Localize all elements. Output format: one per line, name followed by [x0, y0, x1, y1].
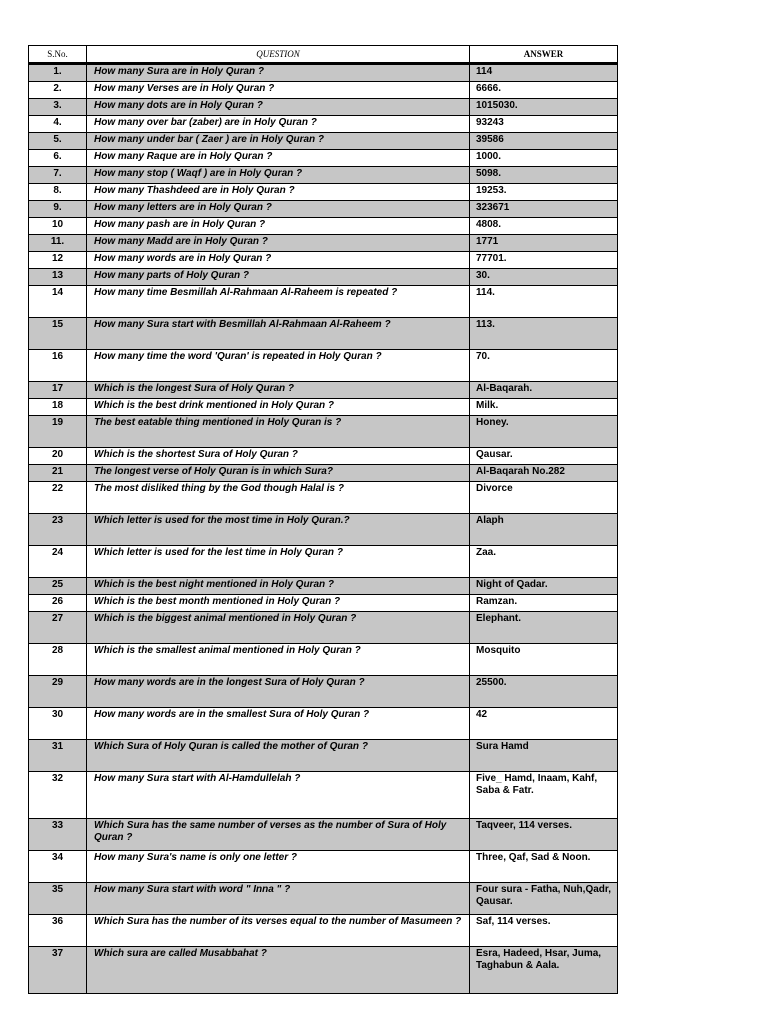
- table-row: [29, 465, 618, 482]
- table-row: [29, 482, 618, 514]
- row-question: How many Madd are in Holy Quran ?: [87, 235, 470, 252]
- row-question: Which is the biggest animal mentioned in Holy Quran ?: [87, 612, 470, 644]
- row-question: How many Raque are in Holy Quran ?: [87, 150, 470, 167]
- row-number: 27: [29, 612, 87, 644]
- row-number: 18: [29, 399, 87, 416]
- table-row: [29, 150, 618, 167]
- row-question: Which is the longest Sura of Holy Quran ?: [87, 382, 470, 399]
- row-answer: 1000.: [470, 150, 618, 167]
- row-number: 17: [29, 382, 87, 399]
- row-number: 1.: [29, 64, 87, 82]
- row-number: 30: [29, 708, 87, 740]
- table-row: [29, 286, 618, 318]
- row-question: How many pash are in Holy Quran ?: [87, 218, 470, 235]
- row-question: Which is the smallest animal mentioned in Holy Quran ?: [87, 644, 470, 676]
- table-row: [29, 546, 618, 578]
- quran-quiz-table: [28, 45, 618, 994]
- row-answer: Divorce: [470, 482, 618, 514]
- table-row: [29, 578, 618, 595]
- row-answer: Sura Hamd: [470, 740, 618, 772]
- table-row: [29, 201, 618, 218]
- table-row: [29, 64, 618, 82]
- row-number: 22: [29, 482, 87, 514]
- row-number: 32: [29, 772, 87, 819]
- table-row: [29, 740, 618, 772]
- table-row: [29, 167, 618, 184]
- table-row: [29, 116, 618, 133]
- header-question: QUESTION: [87, 46, 470, 64]
- table-row: [29, 514, 618, 546]
- table-row: [29, 883, 618, 915]
- row-question: How many words are in the longest Sura of Holy Quran ?: [87, 676, 470, 708]
- table-row: [29, 82, 618, 99]
- row-question: Which is the best night mentioned in Holy Quran ?: [87, 578, 470, 595]
- row-number: 35: [29, 883, 87, 915]
- row-question: Which letter is used for the most time in Holy Quran.?: [87, 514, 470, 546]
- row-answer: Esra, Hadeed, Hsar, Juma, Taghabun & Aala.: [470, 947, 618, 994]
- row-question: How many Sura start with word " Inna " ?: [87, 883, 470, 915]
- row-question: How many stop ( Waqf ) are in Holy Quran ?: [87, 167, 470, 184]
- row-answer: 1015030.: [470, 99, 618, 116]
- row-answer: Qausar.: [470, 448, 618, 465]
- table-row: [29, 676, 618, 708]
- row-number: 24: [29, 546, 87, 578]
- row-answer: 39586: [470, 133, 618, 150]
- row-number: 13: [29, 269, 87, 286]
- row-question: How many Sura start with Besmillah Al-Rahmaan Al-Raheem ?: [87, 318, 470, 350]
- table-row: [29, 382, 618, 399]
- row-answer: Four sura - Fatha, Nuh,Qadr, Qausar.: [470, 883, 618, 915]
- row-question: How many under bar ( Zaer ) are in Holy Quran ?: [87, 133, 470, 150]
- table-row: [29, 772, 618, 819]
- row-number: 7.: [29, 167, 87, 184]
- row-question: How many time the word 'Quran' is repeated in Holy Quran ?: [87, 350, 470, 382]
- row-question: How many Sura's name is only one letter ?: [87, 851, 470, 883]
- table-row: [29, 915, 618, 947]
- row-answer: Mosquito: [470, 644, 618, 676]
- row-number: 20: [29, 448, 87, 465]
- row-number: 31: [29, 740, 87, 772]
- table-row: [29, 644, 618, 676]
- row-question: Which Sura of Holy Quran is called the mother of Quran ?: [87, 740, 470, 772]
- header-answer: ANSWER: [470, 46, 618, 64]
- row-number: 29: [29, 676, 87, 708]
- header-sno: S.No.: [29, 46, 87, 64]
- row-number: 23: [29, 514, 87, 546]
- row-number: 37: [29, 947, 87, 994]
- row-number: 11.: [29, 235, 87, 252]
- row-number: 21: [29, 465, 87, 482]
- table-row: [29, 318, 618, 350]
- row-question: How many dots are in Holy Quran ?: [87, 99, 470, 116]
- row-number: 12: [29, 252, 87, 269]
- row-question: How many letters are in Holy Quran ?: [87, 201, 470, 218]
- row-question: Which is the best month mentioned in Holy Quran ?: [87, 595, 470, 612]
- row-number: 19: [29, 416, 87, 448]
- row-answer: 114: [470, 64, 618, 82]
- row-answer: 323671: [470, 201, 618, 218]
- row-answer: Al-Baqarah No.282: [470, 465, 618, 482]
- row-answer: Saf, 114 verses.: [470, 915, 618, 947]
- row-number: 28: [29, 644, 87, 676]
- row-answer: Alaph: [470, 514, 618, 546]
- row-question: Which Sura has the same number of verses as the number of Sura of Holy Quran ?: [87, 819, 470, 851]
- row-number: 4.: [29, 116, 87, 133]
- table-row: [29, 947, 618, 994]
- row-question: The longest verse of Holy Quran is in which Sura?: [87, 465, 470, 482]
- row-answer: 42: [470, 708, 618, 740]
- table-row: [29, 184, 618, 201]
- row-question: How many time Besmillah Al-Rahmaan Al-Raheem is repeated ?: [87, 286, 470, 318]
- row-number: 9.: [29, 201, 87, 218]
- row-question: How many parts of Holy Quran ?: [87, 269, 470, 286]
- row-question: The best eatable thing mentioned in Holy Quran is ?: [87, 416, 470, 448]
- row-question: Which Sura has the number of its verses equal to the number of Masumeen ?: [87, 915, 470, 947]
- row-answer: Three, Qaf, Sad & Noon.: [470, 851, 618, 883]
- row-answer: 113.: [470, 318, 618, 350]
- table-row: [29, 99, 618, 116]
- row-question: How many over bar (zaber) are in Holy Quran ?: [87, 116, 470, 133]
- row-answer: 93243: [470, 116, 618, 133]
- row-question: The most disliked thing by the God though Halal is ?: [87, 482, 470, 514]
- row-question: Which is the best drink mentioned in Holy Quran ?: [87, 399, 470, 416]
- row-answer: Milk.: [470, 399, 618, 416]
- row-answer: 25500.: [470, 676, 618, 708]
- row-number: 6.: [29, 150, 87, 167]
- row-number: 25: [29, 578, 87, 595]
- row-question: How many words are in Holy Quran ?: [87, 252, 470, 269]
- table-row: [29, 350, 618, 382]
- row-question: How many Thashdeed are in Holy Quran ?: [87, 184, 470, 201]
- row-question: Which letter is used for the lest time in Holy Quran ?: [87, 546, 470, 578]
- row-answer: Night of Qadar.: [470, 578, 618, 595]
- row-answer: 5098.: [470, 167, 618, 184]
- row-question: Which sura are called Musabbahat ?: [87, 947, 470, 994]
- table-row: [29, 218, 618, 235]
- row-number: 8.: [29, 184, 87, 201]
- table-row: [29, 851, 618, 883]
- table-row: [29, 235, 618, 252]
- row-answer: 30.: [470, 269, 618, 286]
- row-number: 26: [29, 595, 87, 612]
- row-question: How many Sura start with Al-Hamdullelah ?: [87, 772, 470, 819]
- row-question: How many words are in the smallest Sura of Holy Quran ?: [87, 708, 470, 740]
- table-row: [29, 612, 618, 644]
- row-answer: Honey.: [470, 416, 618, 448]
- row-answer: 4808.: [470, 218, 618, 235]
- row-number: 5.: [29, 133, 87, 150]
- table-row: [29, 708, 618, 740]
- row-number: 34: [29, 851, 87, 883]
- row-answer: 19253.: [470, 184, 618, 201]
- row-number: 14: [29, 286, 87, 318]
- header-row: [29, 46, 618, 64]
- row-question: Which is the shortest Sura of Holy Quran ?: [87, 448, 470, 465]
- row-answer: Ramzan.: [470, 595, 618, 612]
- row-number: 36: [29, 915, 87, 947]
- row-number: 2.: [29, 82, 87, 99]
- row-number: 3.: [29, 99, 87, 116]
- row-answer: Elephant.: [470, 612, 618, 644]
- table-row: [29, 595, 618, 612]
- row-number: 16: [29, 350, 87, 382]
- row-answer: 1771: [470, 235, 618, 252]
- row-answer: Taqveer, 114 verses.: [470, 819, 618, 851]
- row-answer: 6666.: [470, 82, 618, 99]
- row-answer: 77701.: [470, 252, 618, 269]
- row-question: How many Sura are in Holy Quran ?: [87, 64, 470, 82]
- row-answer: Zaa.: [470, 546, 618, 578]
- row-number: 33: [29, 819, 87, 851]
- row-answer: Five_ Hamd, Inaam, Kahf, Saba & Fatr.: [470, 772, 618, 819]
- table-row: [29, 269, 618, 286]
- row-number: 15: [29, 318, 87, 350]
- table-row: [29, 448, 618, 465]
- table-row: [29, 133, 618, 150]
- row-answer: Al-Baqarah.: [470, 382, 618, 399]
- row-number: 10: [29, 218, 87, 235]
- row-answer: 114.: [470, 286, 618, 318]
- table-row: [29, 399, 618, 416]
- row-answer: 70.: [470, 350, 618, 382]
- row-question: How many Verses are in Holy Quran ?: [87, 82, 470, 99]
- table-row: [29, 416, 618, 448]
- table-row: [29, 819, 618, 851]
- table-row: [29, 252, 618, 269]
